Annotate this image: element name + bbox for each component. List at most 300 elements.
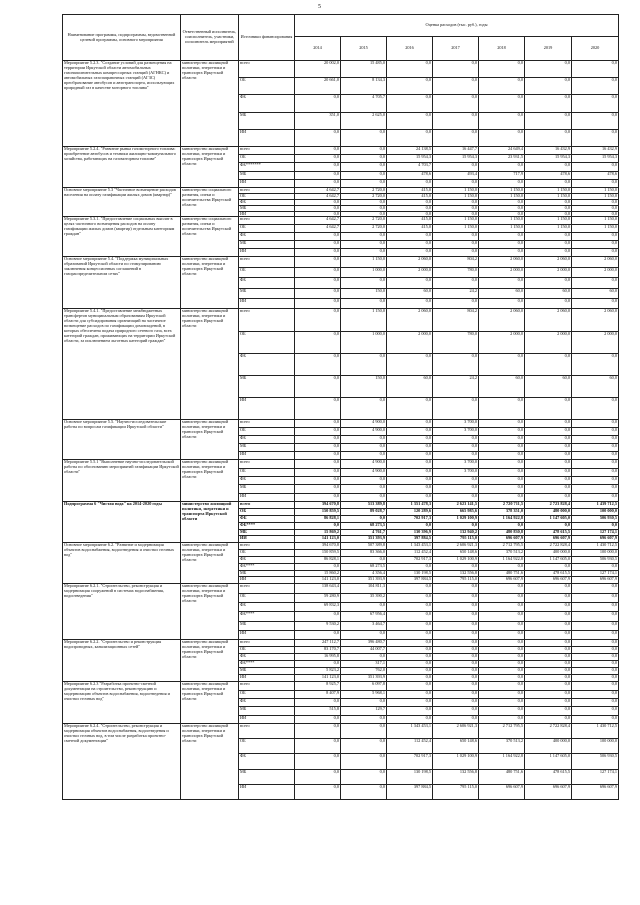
expense-value: 0,0 (572, 654, 619, 661)
expense-value: 0,0 (572, 78, 619, 95)
expense-value: 0,0 (525, 353, 572, 375)
funding-source: ФБ (239, 602, 295, 611)
expense-value: 397 884,5 (387, 536, 433, 543)
expense-value: 0,0 (433, 298, 479, 308)
expense-value: 15 954,3 (525, 155, 572, 163)
expense-value: 0,0 (387, 715, 433, 723)
expense-value: 0,0 (433, 630, 479, 639)
expense-value: 0,0 (387, 630, 433, 639)
funding-source: всего (239, 187, 295, 193)
measure-name: Основное мероприятие 5.4. "Поддержка муниципальных образований Иркутской области по стимулированию заключения концессионных соглашений в газораспределительном сетях" (63, 257, 181, 309)
funding-source: ИИ (239, 577, 295, 584)
responsible-executor: министерство жилищной политики, энергетики и транспорта Иркутской области (181, 420, 239, 460)
expense-value: 0,0 (295, 724, 341, 739)
expense-value: 0,0 (295, 460, 341, 468)
expense-value: 0,0 (479, 398, 525, 420)
expense-value: 2 720 711,5 (479, 502, 525, 509)
funding-source: ИИ (239, 493, 295, 501)
expense-value: 4 900,0 (341, 460, 387, 468)
expense-value: 0,0 (295, 563, 341, 570)
expense-value: 696 607,9 (572, 784, 619, 799)
expense-value: 0,0 (479, 428, 525, 436)
expense-value: 506 930,5 (572, 754, 619, 769)
expense-value: 0,0 (387, 698, 433, 706)
expense-value: 478,6 (525, 171, 572, 179)
funding-source: всего (239, 584, 295, 593)
expense-value: 0,0 (433, 647, 479, 654)
expense-value: 2 720,0 (341, 193, 387, 199)
funding-source: ФБ (239, 754, 295, 769)
funding-source: МБ (239, 288, 295, 298)
expense-value: 130 198,5 (387, 570, 433, 577)
expense-value: 696 607,9 (572, 536, 619, 543)
expense-value: 69 832,3 (295, 602, 341, 611)
funding-source: ОБ (239, 331, 295, 353)
expense-value: 9 530,2 (295, 621, 341, 630)
measure-name: Основное мероприятие 5.5. "Научно-исследовательские работы по вопросам газификации Иркутской области" (63, 420, 181, 460)
expense-value: 0,0 (433, 78, 479, 95)
expense-value: 15 954,3 (572, 155, 619, 163)
funding-source: МБ (239, 375, 295, 397)
expense-value: 0,0 (387, 485, 433, 493)
header-year: 2016 (387, 37, 433, 61)
expense-value: 0,0 (341, 754, 387, 769)
expense-value: 0,0 (341, 179, 387, 187)
expense-value: 2 000,0 (525, 267, 572, 277)
expense-value: 480 751,6 (479, 570, 525, 577)
expense-value: 1 351 478,3 (387, 502, 433, 509)
expense-value: 24,2 (433, 375, 479, 397)
expense-value: 480 751,6 (479, 769, 525, 784)
expense-value: 0,0 (341, 739, 387, 754)
expense-value: 696 607,9 (479, 577, 525, 584)
expense-value: 0,0 (525, 129, 572, 146)
expense-value: 86 828,1 (295, 515, 341, 522)
expense-value: 0,0 (433, 640, 479, 647)
expense-value: 394 670,8 (295, 502, 341, 509)
expense-value: 0,0 (525, 163, 572, 171)
expense-value: 0,0 (341, 630, 387, 639)
expense-value: 0,0 (341, 698, 387, 706)
expense-value: 4 703,7 (387, 163, 433, 171)
expense-value: 0,0 (433, 452, 479, 460)
expense-value: 0,0 (479, 630, 525, 639)
expense-value: 780,0 (433, 267, 479, 277)
responsible-executor: министерство жилищной политики, энергетики и транспорта Иркутской области (181, 502, 239, 543)
funding-source: ОБ (239, 468, 295, 476)
expense-value: 0,0 (479, 661, 525, 668)
funding-source: ФБ**** (239, 661, 295, 668)
expense-value: 0,0 (479, 61, 525, 78)
expense-value: 0,0 (525, 436, 572, 444)
expense-value: 480 000,0 (525, 509, 572, 516)
expense-value: 100 000,0 (572, 550, 619, 557)
expense-value: 0,0 (525, 485, 572, 493)
expense-value: 0,0 (295, 288, 341, 298)
funding-source: ОБ (239, 550, 295, 557)
funding-source: всего (239, 217, 295, 225)
funding-source: МБ (239, 205, 295, 211)
responsible-executor: министерство жилищной политики, энергетики и транспорта Иркутской области (181, 682, 239, 724)
expense-value: 0,0 (295, 630, 341, 639)
expense-value: 3 464,7 (341, 621, 387, 630)
expense-value: 8 925,7 (295, 682, 341, 690)
expense-value: 507 389,8 (341, 543, 387, 550)
funding-source: всего (239, 460, 295, 468)
expense-value: 0,0 (479, 211, 525, 217)
expense-value: 0,0 (295, 769, 341, 784)
expense-value: 0,0 (295, 249, 341, 257)
responsible-executor: министерство жилищной политики, энергетики и транспорта Иркутской области (181, 257, 239, 309)
funding-source: ОБ (239, 78, 295, 95)
expense-value: 2 000,0 (387, 267, 433, 277)
expense-value: 0,0 (572, 682, 619, 690)
expense-value: 0,0 (525, 654, 572, 661)
expense-value: 0,0 (572, 163, 619, 171)
expense-value: 2 606 921,3 (433, 724, 479, 739)
expense-value: 0,0 (572, 112, 619, 129)
expense-value: 0,0 (433, 95, 479, 112)
expense-value: 0,0 (387, 584, 433, 593)
expense-value: 1 430 712,5 (572, 543, 619, 550)
funding-source: ОБ (239, 267, 295, 277)
expense-value: 2 720,0 (341, 187, 387, 193)
expense-value: 0,0 (387, 241, 433, 249)
table-row (63, 682, 619, 690)
expense-value: 0,0 (295, 205, 341, 211)
expense-value: 394 670,8 (295, 543, 341, 550)
expense-value: 0,0 (341, 249, 387, 257)
expense-value: 0,0 (295, 95, 341, 112)
expense-value: 0,0 (295, 436, 341, 444)
expense-value: 0,0 (295, 784, 341, 799)
expense-value: 0,0 (295, 754, 341, 769)
funding-source: всего (239, 309, 295, 331)
measure-name: Мероприятие 5.3.1. "Предоставление социальных выплат в целях частичного возмещения расходов на оплату газификации жилых домов (квартир) отдельным категориям граждан" (63, 217, 181, 257)
expense-value: 0,0 (572, 444, 619, 452)
funding-source: всего (239, 146, 295, 154)
expense-value: 0,0 (295, 179, 341, 187)
measure-name: Мероприятие 5.2.4. "Развитие рынка газомоторного топлива: приобретение автобусов и техники жилищно-коммунального хозяйства, работающих на газомоторном топливе" (63, 146, 181, 187)
funding-source: МБ (239, 112, 295, 129)
table-row (63, 217, 619, 225)
expense-value: 0,0 (572, 602, 619, 611)
expense-value: 0,0 (341, 436, 387, 444)
expense-value: 370 513,2 (479, 550, 525, 557)
expense-value: 0,0 (572, 584, 619, 593)
expense-value: 0,0 (525, 477, 572, 485)
expense-value: 0,0 (572, 420, 619, 428)
expense-value: 378 351,0 (479, 509, 525, 516)
expense-value: 0,0 (572, 436, 619, 444)
header-source: Источники финансирования (239, 15, 295, 61)
expense-value: 0,0 (341, 715, 387, 723)
expense-value: 100 000,0 (572, 509, 619, 516)
expense-value: 1 150,0 (525, 217, 572, 225)
expense-value: 351 393,9 (341, 675, 387, 682)
expense-value: 0,0 (295, 715, 341, 723)
expense-value: 67 956,4 (341, 612, 387, 621)
expense-value: 1 147 605,0 (525, 754, 572, 769)
funding-source: ФБ**** (239, 563, 295, 570)
expense-value: 0,0 (479, 715, 525, 723)
expense-value: 0,0 (433, 690, 479, 698)
expense-value: 0,0 (525, 278, 572, 288)
expense-value: 0,0 (433, 522, 479, 529)
expense-value: 60,0 (387, 375, 433, 397)
expense-value: 0,0 (295, 477, 341, 485)
expense-value: 2 712 795,5 (479, 724, 525, 739)
expense-value: 0,0 (387, 675, 433, 682)
expense-value: 0,0 (525, 493, 572, 501)
expense-value: 1 343 453,1 (387, 724, 433, 739)
expense-value: 0,0 (295, 452, 341, 460)
expense-value: 1 150,0 (525, 193, 572, 199)
expense-value: 15 954,3 (433, 155, 479, 163)
expense-value: 0,0 (572, 630, 619, 639)
responsible-executor: министерство жилищной политики, энергетики и транспорта Иркутской области (181, 724, 239, 800)
funding-source: ОБ (239, 225, 295, 233)
expense-value: 0,0 (525, 584, 572, 593)
expense-value: 2 000,0 (525, 331, 572, 353)
funding-source: ОБ (239, 509, 295, 516)
expense-value: 415,0 (387, 217, 433, 225)
expense-value: 2 060,0 (387, 309, 433, 331)
expense-value: 702 917,3 (387, 754, 433, 769)
expense-value: 0,0 (572, 249, 619, 257)
expense-value: 696 607,9 (479, 536, 525, 543)
measure-name: Основное мероприятие 6.2. "Развитие и модернизация объектов водоснабжения, водоотведения и очистки сточных вод" (63, 543, 181, 584)
expense-value: 0,0 (295, 241, 341, 249)
funding-source: МБ (239, 769, 295, 784)
expense-value: 120 289,6 (387, 509, 433, 516)
header-year: 2017 (433, 37, 479, 61)
funding-source: МБ (239, 444, 295, 452)
expense-value: 0,0 (387, 522, 433, 529)
expense-value: 132 556,8 (433, 769, 479, 784)
expense-value: 0,0 (525, 420, 572, 428)
expense-value: 141 123,0 (295, 577, 341, 584)
expense-value: 795 115,0 (433, 577, 479, 584)
expense-value: 0,0 (479, 602, 525, 611)
funding-source: ФБ (239, 654, 295, 661)
expense-value: 0,0 (295, 298, 341, 308)
expense-value: 665 985,6 (433, 509, 479, 516)
expense-value: 1 150,0 (479, 217, 525, 225)
expense-value: 0,0 (387, 233, 433, 241)
expense-value: 0,0 (433, 682, 479, 690)
funding-source: ОБ (239, 155, 295, 163)
expense-value: 0,0 (387, 493, 433, 501)
expense-value: 0,0 (525, 398, 572, 420)
expense-value: 0,0 (433, 205, 479, 211)
expense-value: 396 480,7 (341, 640, 387, 647)
responsible-executor: министерство жилищной политики, энергетики и транспорта Иркутской области (181, 543, 239, 584)
expense-value: 0,0 (572, 563, 619, 570)
expense-value: 0,0 (387, 78, 433, 95)
expense-value: 0,0 (387, 112, 433, 129)
header-expenses: Оценка расходов (тыс. руб.), годы (295, 15, 619, 37)
expense-value: 400 000,0 (525, 739, 572, 754)
expense-value: 0,0 (295, 428, 341, 436)
measure-name: Мероприятие 5.4.1. "Предоставление межбюджетных трансфертов муниципальным образованиям Иркутской области для субсидирования организаций на частичное возмещение расходов по газификации домовладений, в которых обеспечена подача природного сетевого газа, всех категорий граждан, проживающих на территории Иркутской области, за исключением льготных категорий граждан" (63, 309, 181, 420)
expense-value: 0,0 (572, 621, 619, 630)
expense-value: 15 485,0 (341, 61, 387, 78)
expense-value: 0,0 (525, 205, 572, 211)
expense-value: 0,0 (341, 155, 387, 163)
expense-value: 0,0 (479, 298, 525, 308)
expense-value: 0,0 (433, 278, 479, 288)
expense-value: 2 060,0 (479, 257, 525, 267)
expense-value: 60,0 (525, 288, 572, 298)
expense-value: 0,0 (341, 129, 387, 146)
expense-value: 0,0 (341, 769, 387, 784)
expense-value: 0,0 (387, 398, 433, 420)
expense-value: 0,0 (341, 146, 387, 154)
expense-value: 2 060,0 (525, 257, 572, 267)
expense-value: 0,0 (387, 682, 433, 690)
table-row (63, 309, 619, 331)
expense-value: 0,0 (387, 179, 433, 187)
expense-value: 0,0 (525, 675, 572, 682)
expense-value: 0,0 (433, 668, 479, 675)
expense-value: 0,0 (433, 249, 479, 257)
expense-value: 0,0 (479, 584, 525, 593)
expense-value: 2 060,0 (479, 309, 525, 331)
expense-value: 4 900,0 (341, 428, 387, 436)
funding-source: МБ (239, 171, 295, 179)
expense-value: 0,0 (433, 436, 479, 444)
expense-value: 493,4 (433, 171, 479, 179)
expense-value: 0,0 (341, 241, 387, 249)
expense-value: 0,0 (479, 278, 525, 288)
expense-value: 702 917,3 (387, 515, 433, 522)
expense-value: 60,0 (525, 375, 572, 397)
funding-source: ОБ (239, 193, 295, 199)
header-year: 2014 (295, 37, 341, 61)
expense-value: 0,0 (572, 468, 619, 476)
expense-value: 696 607,9 (525, 536, 572, 543)
expense-value: 0,0 (295, 199, 341, 205)
expense-value: 4 761,7 (341, 529, 387, 536)
measure-name: Подпрограмма 6 "Чистая вода" на 2014-2020 годы (63, 502, 181, 543)
expense-value: 0,0 (295, 331, 341, 353)
funding-source: всего (239, 420, 295, 428)
expense-value: 0,0 (341, 278, 387, 288)
expense-value: 0,0 (479, 452, 525, 460)
expense-value: 0,0 (479, 485, 525, 493)
expense-value: 0,0 (433, 398, 479, 420)
responsible-executor: министерство жилищной политики, энергетики и транспорта Иркутской области (181, 61, 239, 147)
expense-value: 0,0 (572, 647, 619, 654)
expense-value: 696 607,9 (479, 784, 525, 799)
table-row (63, 584, 619, 593)
expense-value: 0,0 (341, 398, 387, 420)
expense-value: 0,0 (295, 146, 341, 154)
expense-value: 4 356,4 (341, 570, 387, 577)
expense-value: 0,0 (295, 155, 341, 163)
expense-value: 1 150,0 (479, 193, 525, 199)
expense-value: 2 625,0 (341, 112, 387, 129)
measure-name: Мероприятие 6.2.1. "Строительство, реконструкция и модернизация сооружений в системах водоснабжения, водоотведения" (63, 584, 181, 640)
expense-value: 112 452,4 (387, 550, 433, 557)
responsible-executor: министерство жилищной политики, энергетики и транспорта Иркутской области (181, 309, 239, 420)
funding-source: ИИ (239, 249, 295, 257)
expense-value: 0,0 (479, 654, 525, 661)
expense-value: 762,0 (341, 668, 387, 675)
expense-value: 2 060,0 (525, 309, 572, 331)
expense-value: 780,0 (433, 331, 479, 353)
expense-value: 0,0 (341, 199, 387, 205)
responsible-executor: министерство социального развития, опеки и попечительства Иркутской области (181, 217, 239, 257)
expense-value: 0,0 (387, 452, 433, 460)
expense-value: 0,0 (572, 698, 619, 706)
expense-value: 0,0 (525, 661, 572, 668)
expense-value: 0,0 (295, 211, 341, 217)
expense-value: 0,0 (387, 690, 433, 698)
expense-value: 0,0 (341, 233, 387, 241)
funding-source: всего (239, 502, 295, 509)
table-row (63, 543, 619, 550)
expense-value: 415,0 (387, 193, 433, 199)
table-body (63, 61, 619, 800)
expense-value: 478,6 (572, 171, 619, 179)
expense-value: 0,0 (572, 715, 619, 723)
expense-value: 0,0 (479, 205, 525, 211)
expense-value: 0,0 (525, 602, 572, 611)
expense-value: 24 138,5 (387, 146, 433, 154)
expense-value: 0,0 (295, 739, 341, 754)
page-number: 5 (318, 4, 321, 10)
expense-value: 0,0 (341, 556, 387, 563)
expense-value: 4 642,7 (295, 187, 341, 193)
responsible-executor: министерство жилищной политики, энергетики и транспорта Иркутской области (181, 640, 239, 682)
expense-value: 0,0 (341, 515, 387, 522)
expense-value: 0,0 (525, 460, 572, 468)
expense-value: 0,0 (525, 698, 572, 706)
expense-value: 1 150,0 (525, 187, 572, 193)
expense-value: 130 396,9 (387, 529, 433, 536)
funding-source: ИИ (239, 536, 295, 543)
expense-value: 0,0 (387, 444, 433, 452)
expense-value: 0,0 (572, 428, 619, 436)
expense-value: 1 150,0 (479, 225, 525, 233)
measure-name: Основное мероприятие 5.3 "Частичное возмещение расходов населения на оплату газификации жилых домов (квартир)" (63, 187, 181, 217)
expense-value: 0,0 (572, 668, 619, 675)
funding-source: ФБ (239, 477, 295, 485)
expense-value: 5 823,2 (295, 668, 341, 675)
table-row (63, 502, 619, 509)
expense-value: 15 869,2 (295, 529, 341, 536)
expense-value: 1 164 922,8 (479, 754, 525, 769)
expense-value: 0,0 (295, 493, 341, 501)
funding-source: ОБ (239, 593, 295, 602)
expense-value: 0,0 (479, 420, 525, 428)
funding-source: ФБ******* (239, 163, 295, 171)
funding-source: ОБ (239, 690, 295, 698)
expense-value: 0,0 (525, 690, 572, 698)
funding-source: МБ (239, 241, 295, 249)
expense-value: 0,0 (572, 129, 619, 146)
expense-value: 0,0 (572, 278, 619, 288)
expense-value: 2 000,0 (479, 267, 525, 277)
expense-value: 0,0 (295, 171, 341, 179)
funding-source: МБ (239, 570, 295, 577)
expense-value: 0,0 (387, 593, 433, 602)
funding-source: всего (239, 640, 295, 647)
expense-value: 0,0 (572, 690, 619, 698)
expense-value: 0,0 (341, 205, 387, 211)
